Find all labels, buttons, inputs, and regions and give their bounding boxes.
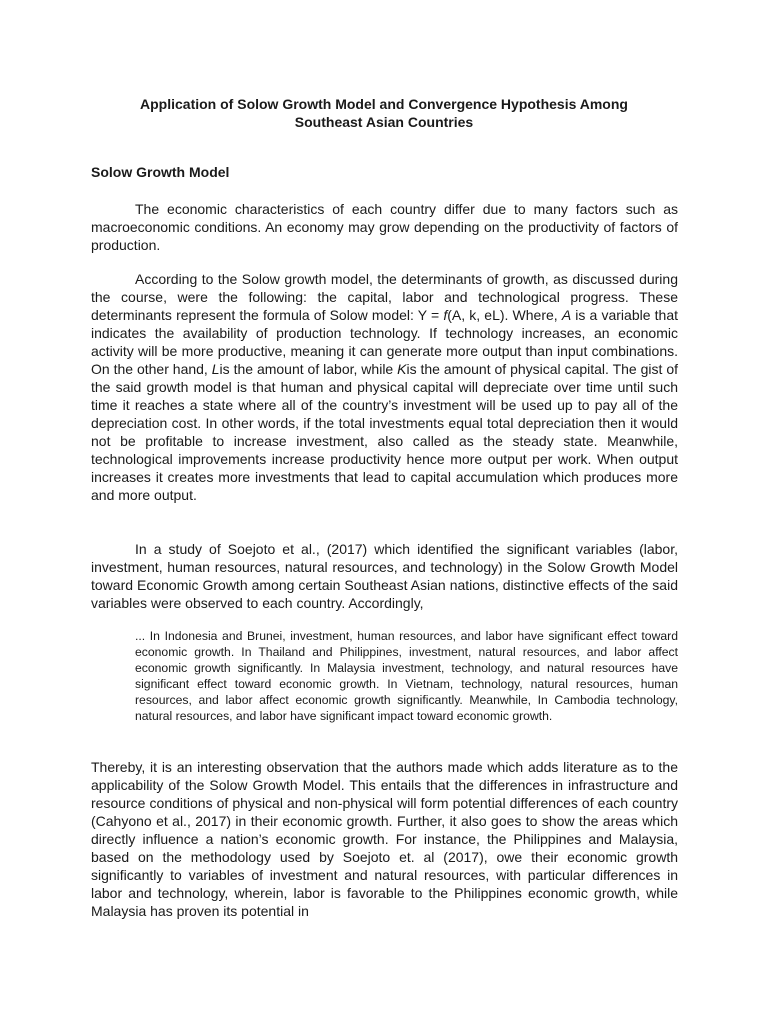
text-run: is the amount of labor, while: [219, 361, 398, 377]
text-run: is a variable that indicates the availability of production technology. If technology increases, an economic activity will be more productive, meaning it can generate more output than input combinations. On the other hand,: [91, 307, 678, 377]
title-line-2: Southeast Asian Countries: [294, 114, 474, 130]
italic-a: A: [561, 307, 572, 323]
paragraph-solow-determinants: [91, 270, 678, 504]
paragraph-soejoto-study: In a study of Soejoto et al., (2017) which identified the significant variables (labor, investment, human resources, natural resources, and technology) in the Solow Growth Model toward Economic Growth among certain Southeast Asian nations, distinctive effects of the said variables were observed to each country. Accordingly,: [91, 541, 678, 611]
paragraph-observation: Thereby, it is an interesting observation that the authors made which adds literature as to the applicability of the Solow Growth Model. This entails that the differences in infrastructure and resource conditions of physical and non-physical will form potential differences of each country (Cahyono et al., 2017) in their economic growth. Further, it also goes to show the areas which directly influence a nation’s economic growth. For instance, the Philippines and Malaysia, based on the methodology used by Soejoto et. al (2017), owe their economic growth significantly to variables of investment and natural resources, with particular differences in labor and technology, wherein, labor is favorable to the Philippines economic growth, while Malaysia has proven its potential in: [91, 759, 678, 919]
italic-k: K: [397, 361, 407, 377]
italic-f: f: [443, 307, 448, 323]
section-heading: Solow Growth Model: [91, 164, 230, 180]
text-run: According to the Solow growth model, the determinants of growth, as discussed during the course, were the following: the capital, labor and technological progress. These determinants represent the formula of Solow model: Y =: [91, 271, 678, 323]
block-quote: ... In Indonesia and Brunei, investment, human resources, and labor have significant effect toward economic growth. In Thailand and Philippines, investment, natural resources, and labor affect economic growth significantly. In Malaysia investment, technology, and natural resources have significant effect toward economic growth. In Vietnam, technology, natural resources, human resources, and labor affect economic growth significantly. Meanwhile, In Cambodia technology, natural resources, and labor have significant impact toward economic growth.: [135, 629, 678, 723]
title-line-1: Application of Solow Growth Model and Convergence Hypothesis Among: [140, 96, 628, 112]
text-run: is the amount of physical capital. The gist of the said growth model is that human and physical capital will depreciate over time until such time it reaches a state where all of the country’s investment will be used up to pay all of the depreciation cost. In other words, if the total investments equal total depreciation then it would not be profitable to increase investment, also called as the steady state. Meanwhile, technological improvements increase productivity hence more output per work. When output increases it creates more investments that lead to capital accumulation which produces more and more output.: [91, 361, 679, 503]
italic-l: L: [211, 361, 220, 377]
text-run: (A, k, eL). Where,: [447, 307, 562, 323]
paragraph-intro: The economic characteristics of each country differ due to many factors such as macroeconomic conditions. An economy may grow depending on the productivity of factors of production.: [91, 201, 678, 253]
document-title: [100, 95, 668, 131]
